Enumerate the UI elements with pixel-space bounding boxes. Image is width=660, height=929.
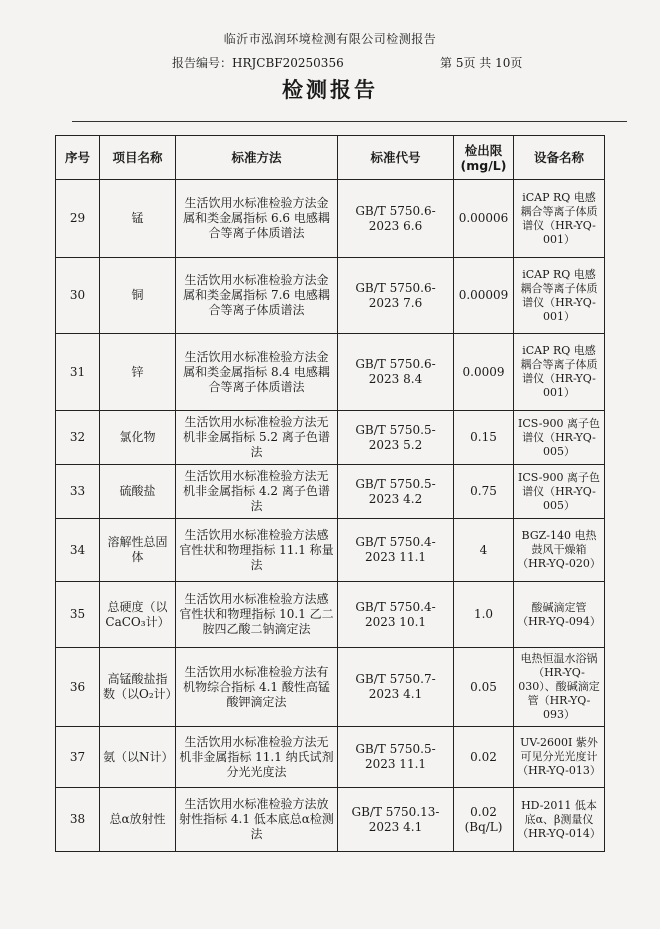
- cell-method: 生活饮用水标准检验方法金属和类金属指标 8.4 电感耦合等离子体质谱法: [176, 334, 338, 411]
- cell-method: 生活饮用水标准检验方法无机非金属指标 5.2 离子色谱法: [176, 411, 338, 465]
- cell-code: GB/T 5750.6-2023 6.6: [338, 180, 454, 258]
- cell-equipment: ICS-900 离子色谱仪（HR-YQ-005）: [514, 411, 605, 465]
- cell-no: 33: [56, 465, 100, 519]
- cell-no: 38: [56, 788, 100, 852]
- cell-item: 锰: [100, 180, 176, 258]
- cell-item: 总α放射性: [100, 788, 176, 852]
- page-number: 第 5页 共 10页: [440, 56, 523, 70]
- table-row: [56, 258, 605, 334]
- cell-no: 36: [56, 648, 100, 727]
- cell-equipment: iCAP RQ 电感耦合等离子体质谱仪（HR-YQ-001）: [514, 334, 605, 411]
- cell-limit: 4: [454, 519, 514, 582]
- cell-equipment: ICS-900 离子色谱仪（HR-YQ-005）: [514, 465, 605, 519]
- cell-method: 生活饮用水标准检验方法无机非金属指标 11.1 纳氏试剂分光光度法: [176, 727, 338, 788]
- cell-equipment: BGZ-140 电热鼓风干燥箱（HR-YQ-020）: [514, 519, 605, 582]
- cell-code: GB/T 5750.7-2023 4.1: [338, 648, 454, 727]
- cell-limit: 0.0009: [454, 334, 514, 411]
- cell-limit: 1.0: [454, 582, 514, 648]
- table-row: [56, 465, 605, 519]
- cell-limit: 0.00009: [454, 258, 514, 334]
- table-row: [56, 788, 605, 852]
- table-body: [56, 180, 605, 852]
- cell-limit: 0.75: [454, 465, 514, 519]
- report-number: 报告编号：HRJCBF20250356: [172, 56, 344, 70]
- table-row: [56, 519, 605, 582]
- cell-method: 生活饮用水标准检验方法有机物综合指标 4.1 酸性高锰酸钾滴定法: [176, 648, 338, 727]
- cell-code: GB/T 5750.5-2023 11.1: [338, 727, 454, 788]
- col-header-item: 项目名称: [100, 136, 176, 180]
- table-row: [56, 180, 605, 258]
- cell-no: 29: [56, 180, 100, 258]
- cell-item: 高锰酸盐指数（以O₂计）: [100, 648, 176, 727]
- cell-equipment: iCAP RQ 电感耦合等离子体质谱仪（HR-YQ-001）: [514, 180, 605, 258]
- cell-no: 34: [56, 519, 100, 582]
- col-header-no: 序号: [56, 136, 100, 180]
- table-row: [56, 411, 605, 465]
- cell-item: 总硬度（以CaCO₃计）: [100, 582, 176, 648]
- cell-limit: 0.02: [454, 727, 514, 788]
- company-header: 临沂市泓润环境检测有限公司检测报告: [223, 32, 437, 46]
- table-row: [56, 334, 605, 411]
- cell-equipment: 酸碱滴定管（HR-YQ-094）: [514, 582, 605, 648]
- cell-limit: 0.02 (Bq/L): [454, 788, 514, 852]
- cell-item: 铜: [100, 258, 176, 334]
- page-title: 检测报告: [282, 78, 378, 102]
- cell-method: 生活饮用水标准检验方法无机非金属指标 4.2 离子色谱法: [176, 465, 338, 519]
- cell-no: 31: [56, 334, 100, 411]
- table-row: [56, 648, 605, 727]
- cell-code: GB/T 5750.5-2023 5.2: [338, 411, 454, 465]
- table-row: [56, 727, 605, 788]
- cell-code: GB/T 5750.5-2023 4.2: [338, 465, 454, 519]
- cell-method: 生活饮用水标准检验方法放射性指标 4.1 低本底总α检测法: [176, 788, 338, 852]
- cell-code: GB/T 5750.6-2023 7.6: [338, 258, 454, 334]
- cell-equipment: 电热恒温水浴锅（HR-YQ-030）、酸碱滴定管（HR-YQ-093）: [514, 648, 605, 727]
- cell-method: 生活饮用水标准检验方法金属和类金属指标 6.6 电感耦合等离子体质谱法: [176, 180, 338, 258]
- test-methods-table: [55, 135, 605, 852]
- cell-no: 30: [56, 258, 100, 334]
- cell-limit: 0.15: [454, 411, 514, 465]
- cell-equipment: iCAP RQ 电感耦合等离子体质谱仪（HR-YQ-001）: [514, 258, 605, 334]
- cell-limit: 0.00006: [454, 180, 514, 258]
- cell-code: GB/T 5750.4-2023 11.1: [338, 519, 454, 582]
- cell-code: GB/T 5750.13-2023 4.1: [338, 788, 454, 852]
- cell-method: 生活饮用水标准检验方法感官性状和物理指标 10.1 乙二胺四乙酸二钠滴定法: [176, 582, 338, 648]
- cell-item: 氯化物: [100, 411, 176, 465]
- col-header-equipment: 设备名称: [514, 136, 605, 180]
- cell-no: 37: [56, 727, 100, 788]
- cell-equipment: HD-2011 低本底α、β测量仪（HR-YQ-014）: [514, 788, 605, 852]
- cell-method: 生活饮用水标准检验方法金属和类金属指标 7.6 电感耦合等离子体质谱法: [176, 258, 338, 334]
- cell-item: 氨（以N计）: [100, 727, 176, 788]
- table-row: [56, 582, 605, 648]
- cell-no: 35: [56, 582, 100, 648]
- col-header-code: 标准代号: [338, 136, 454, 180]
- cell-no: 32: [56, 411, 100, 465]
- cell-item: 硫酸盐: [100, 465, 176, 519]
- cell-method: 生活饮用水标准检验方法感官性状和物理指标 11.1 称量法: [176, 519, 338, 582]
- col-header-method: 标准方法: [176, 136, 338, 180]
- col-header-limit: 检出限 (mg/L): [454, 136, 514, 180]
- cell-equipment: UV-2600I 紫外可见分光光度计（HR-YQ-013）: [514, 727, 605, 788]
- cell-item: 溶解性总固体: [100, 519, 176, 582]
- table-header-row: [56, 136, 605, 180]
- cell-code: GB/T 5750.4-2023 10.1: [338, 582, 454, 648]
- cell-item: 锌: [100, 334, 176, 411]
- cell-limit: 0.05: [454, 648, 514, 727]
- header-divider: [72, 121, 627, 122]
- cell-code: GB/T 5750.6-2023 8.4: [338, 334, 454, 411]
